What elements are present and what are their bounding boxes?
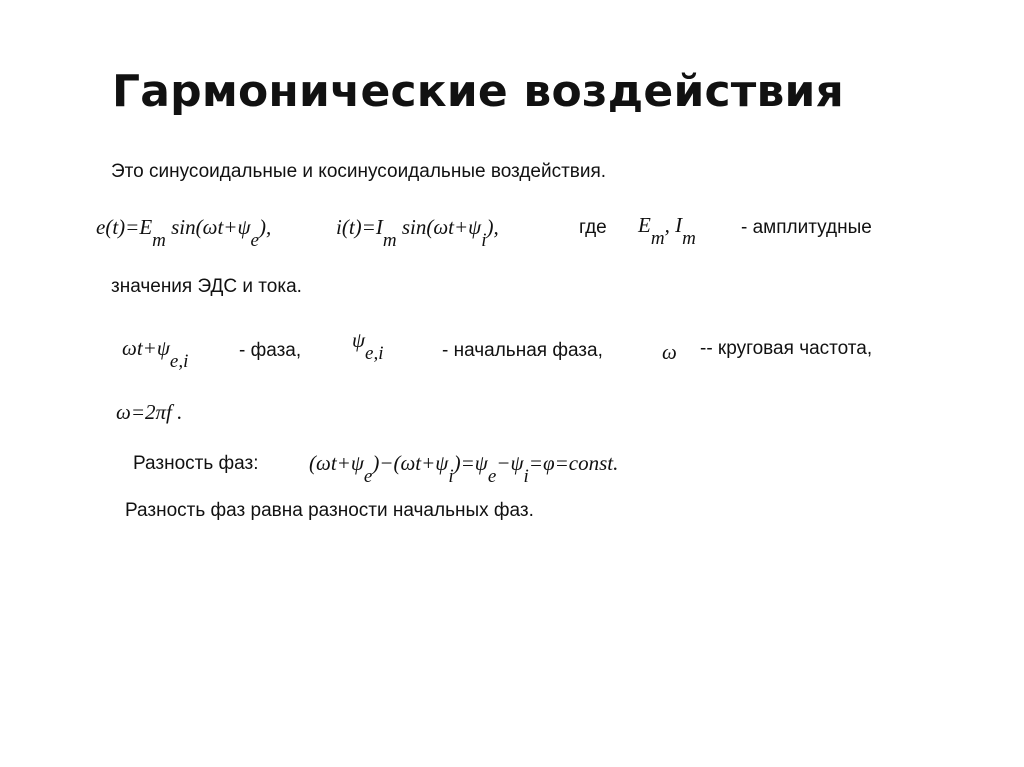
amplitude-symbols: $E_m$, $I_m$ (638, 213, 696, 249)
angular-frequency-label: -- круговая частота, (700, 338, 873, 359)
slide-title: Гармонические воздействия (112, 66, 844, 117)
omega-symbol: ω (662, 340, 677, 364)
phase-label: - фаза, (239, 340, 302, 361)
formula-emf: $e(t)=E_m$ $\sin(\omega t+\psi_e)$, (96, 215, 272, 251)
initial-phase-symbol: $\psi_{e,i}$ (352, 328, 384, 364)
initial-phase-label: - начальная фаза, (442, 340, 603, 361)
omega-formula: ω=2πf . (116, 400, 183, 424)
conclusion-text: Разность фаз равна разности начальных фаз. (125, 500, 534, 521)
phase-difference-label: Разность фаз: (133, 453, 259, 474)
phase-expression: $\omega t+\psi_{e,i}$ (122, 336, 189, 372)
where-text: где (579, 217, 607, 238)
amplitude-text-continued: значения ЭДС и тока. (111, 276, 302, 297)
intro-text: Это синусоидальные и косинусоидальные воздействия. (111, 161, 607, 182)
amplitude-text: - амплитудные (741, 217, 872, 238)
phase-difference-formula: $(\omega t+\psi_e)-(\omega t+\psi_i)=\psi_e-\psi_i=\varphi=const$. (309, 451, 619, 487)
formula-current: $i(t)=I_m$ $\sin(\omega t+\psi_i)$, (336, 215, 499, 251)
